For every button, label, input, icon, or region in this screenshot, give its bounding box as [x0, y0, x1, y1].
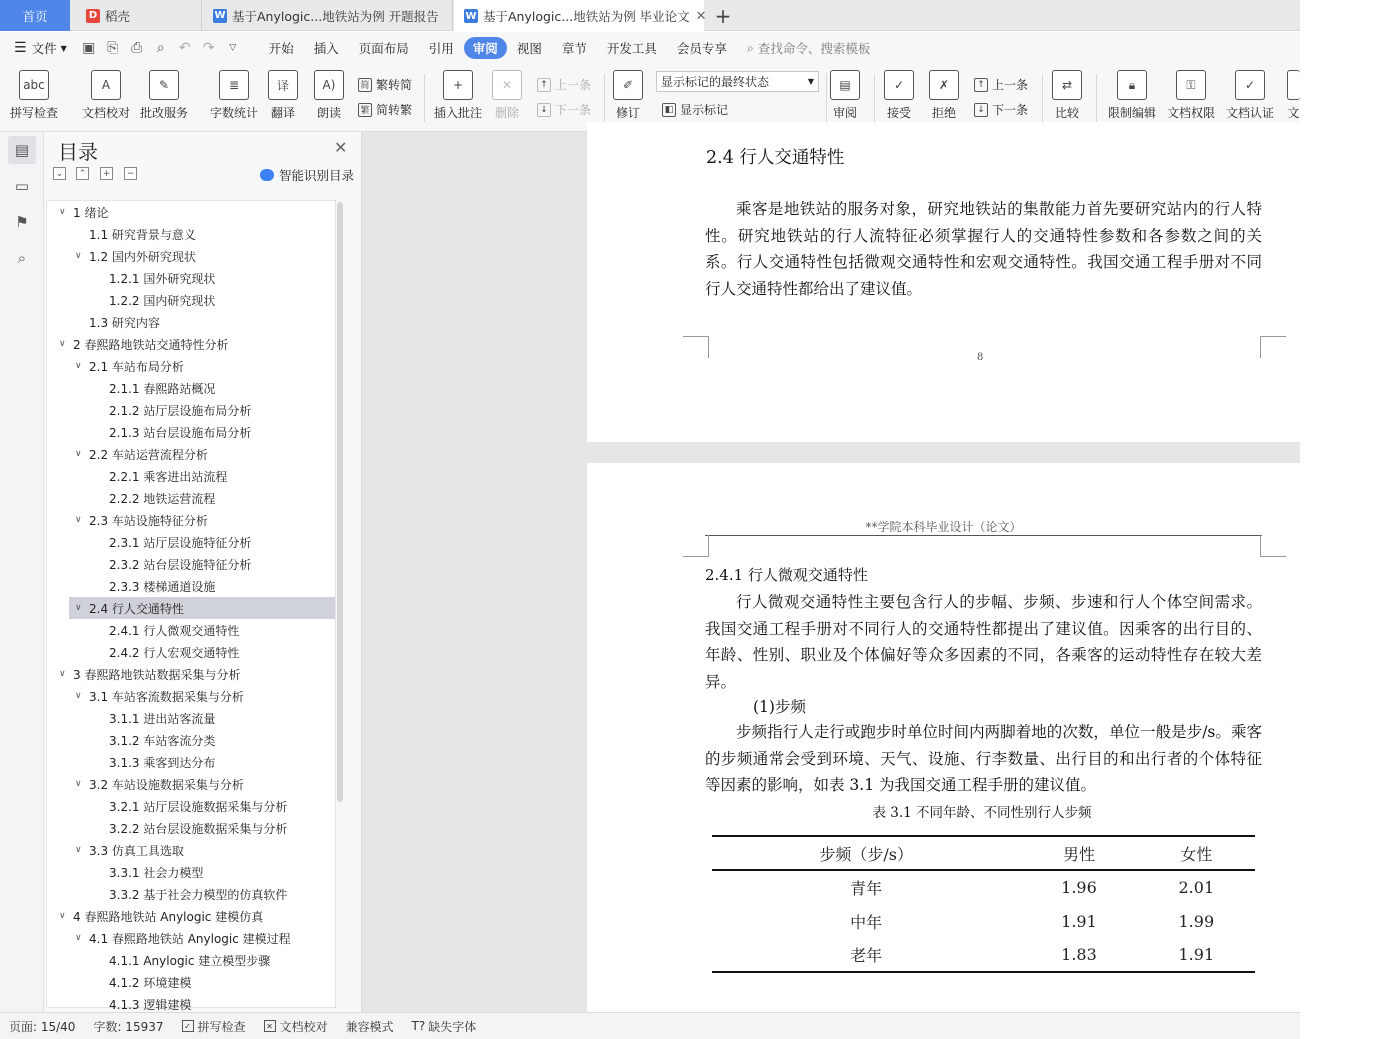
toc-item[interactable]: [69, 597, 335, 619]
proofread-icon: A: [91, 70, 121, 100]
ribbon-divider: [424, 74, 425, 122]
menu-insert[interactable]: 插入: [313, 41, 339, 56]
menu-section[interactable]: 章节: [561, 41, 587, 56]
chevron-down-icon[interactable]: ∨: [59, 339, 66, 349]
header-rule: [705, 535, 1262, 536]
file-menu[interactable]: [0, 37, 77, 59]
tab-doc-proposal[interactable]: [203, 0, 453, 31]
tab-doc-thesis[interactable]: [454, 0, 707, 32]
page-header: **学院本科毕业设计（论文）: [865, 520, 1022, 534]
proofread-label: 文档校对: [82, 106, 131, 120]
toc-title: 目录: [58, 140, 98, 164]
restrict-edit-button[interactable]: [1108, 70, 1156, 121]
doc-permission-button[interactable]: [1167, 70, 1215, 121]
menu-references[interactable]: 引用: [428, 41, 454, 56]
prev-change-button[interactable]: [974, 76, 1028, 93]
simp-to-trad-label: 简转繁: [376, 103, 413, 117]
toc-item-label: 1.2.1 国外研究现状: [109, 271, 216, 286]
toc-item[interactable]: [47, 641, 335, 663]
chevron-down-icon[interactable]: ∨: [75, 251, 82, 261]
next-comment-button[interactable]: [537, 101, 591, 118]
ribbon-divider: [1042, 74, 1043, 122]
ribbon-divider: [874, 74, 875, 122]
prev-change-label: 上一条: [992, 78, 1029, 92]
toc-item-label: 2.2.2 地铁运营流程: [109, 491, 216, 506]
review-service-icon: ✎: [149, 70, 179, 100]
toc-item[interactable]: [47, 861, 335, 883]
ribbon-divider: [604, 74, 605, 122]
chevron-down-icon[interactable]: ∨: [75, 361, 82, 371]
word-count-indicator[interactable]: 字数: 15937: [93, 1019, 164, 1034]
table-row: [712, 938, 1255, 972]
compat-mode-indicator: 兼容模式: [345, 1019, 394, 1034]
search-icon: ⌕: [746, 40, 754, 55]
tab-daoke[interactable]: [72, 0, 202, 31]
status-bar: [0, 1012, 1300, 1039]
track-changes-button[interactable]: [613, 70, 643, 121]
toc-item-label: 2.1.2 站厅层设施布局分析: [109, 403, 252, 418]
toc-item-label: 1.2 国内外研究现状: [89, 249, 196, 264]
undo-icon[interactable]: ↶: [178, 40, 191, 56]
lock-icon: 🔒︎: [1117, 70, 1147, 100]
table-cell: 1.96: [1061, 878, 1097, 897]
review-pane-icon: ▤: [830, 70, 860, 100]
toc-item[interactable]: [47, 355, 335, 377]
tab-daoke-label: 稻壳: [105, 8, 131, 24]
toc-item[interactable]: [47, 839, 335, 861]
reject-icon: ✗: [929, 70, 959, 100]
read-aloud-label: 朗读: [316, 106, 341, 120]
daoke-icon: D: [86, 9, 100, 23]
toc-item-label: 3.3.1 社会力模型: [109, 865, 204, 880]
ribbon-divider: [826, 74, 827, 122]
save-icon[interactable]: ▣: [82, 40, 96, 56]
toc-item[interactable]: [47, 707, 335, 729]
toc-item[interactable]: [47, 685, 335, 707]
toc-item-label: 2.1.3 站台层设施布局分析: [109, 425, 252, 440]
remove-level-icon[interactable]: −: [124, 167, 137, 180]
export-icon[interactable]: ⎘: [107, 40, 119, 56]
table-caption: 表 3.1 不同年龄、不同性别行人步频: [872, 805, 1092, 821]
menu-page-layout[interactable]: 页面布局: [358, 41, 409, 56]
tab-doc-thesis-label: 基于Anylogic...地铁站为例 毕业论文: [483, 9, 690, 24]
toc-item-label: 2.2 车站运营流程分析: [89, 447, 208, 462]
missing-font-button[interactable]: [403, 1018, 486, 1035]
review-pane-label: 审阅: [832, 106, 857, 120]
trad-to-simp-label: 繁转简: [376, 78, 413, 92]
toc-item-label: 2 春熙路地铁站交通特性分析: [73, 337, 229, 352]
table-cell: 2.01: [1178, 878, 1215, 897]
toc-item-label: 3.2 车站设施数据采集与分析: [89, 777, 244, 792]
permission-icon: ⚿: [1176, 70, 1206, 100]
toc-item-label: 1.1 研究背景与意义: [89, 227, 196, 242]
accept-button[interactable]: [884, 70, 914, 121]
toc-item[interactable]: [47, 663, 335, 685]
toc-item-label: 4.1.1 Anylogic 建立模型步骤: [109, 953, 271, 968]
ai-icon: [260, 169, 274, 181]
add-level-icon[interactable]: +: [100, 167, 113, 180]
toc-item-label: 2.1 车站布局分析: [89, 359, 184, 374]
translate-label: 翻译: [270, 106, 295, 120]
next-change-icon: ↓: [974, 103, 988, 117]
toc-item[interactable]: [47, 949, 335, 971]
toc-item[interactable]: [47, 773, 335, 795]
simp-to-trad-button[interactable]: [358, 101, 412, 118]
toc-item-label: 1.3 研究内容: [89, 315, 160, 330]
toc-item[interactable]: [47, 311, 335, 333]
toc-item-label: 1 绪论: [73, 205, 109, 220]
toc-item-label: 3 春熙路地铁站数据采集与分析: [73, 667, 241, 682]
document-page[interactable]: [587, 463, 1300, 1023]
crop-mark: [1260, 535, 1286, 557]
smart-toc-label: 智能识别目录: [279, 168, 355, 183]
table-cell: 中年: [850, 912, 883, 932]
expand-up-icon[interactable]: ⌃: [76, 167, 89, 180]
doc-permission-label: 文档权限: [1167, 106, 1216, 120]
chevron-down-icon: ▼: [60, 43, 67, 53]
table-cell: 青年: [850, 879, 883, 898]
toc-item-label: 3.1.3 乘客到达分布: [109, 755, 216, 770]
smart-toc-button[interactable]: [260, 166, 354, 184]
table-cell: 1.83: [1061, 945, 1097, 964]
tab-bar: [0, 0, 1300, 31]
font-warning-icon: T?: [411, 1019, 426, 1033]
list-item: (1)步频: [753, 698, 806, 716]
compare-label: 比较: [1054, 106, 1079, 120]
hamburger-icon: ☰: [14, 40, 27, 56]
prev-comment-label: 上一条: [555, 78, 592, 92]
toc-item[interactable]: [47, 421, 335, 443]
toc-item[interactable]: [47, 883, 335, 905]
command-search[interactable]: [737, 37, 881, 59]
body-paragraph: 步频指行人走行或跑步时单位时间内两脚着地的次数，单位一般是步/s。乘客的步频通常会受到环境、天气、设施、行李数量、出行目的和出行者的个体特征等因素的影响，如表 3.1 为我国交通工程手册的建议值。: [705, 723, 1262, 794]
status-spell-check-label: 拼写检查: [197, 1019, 246, 1034]
toc-item-label: 2.3.3 楼梯通道设施: [109, 579, 216, 594]
document-page[interactable]: [587, 122, 1300, 442]
toc-item-label: 3.1 车站客流数据采集与分析: [89, 689, 244, 704]
toc-item-label: 4 春熙路地铁站 Anylogic 建模仿真: [73, 909, 264, 924]
customize-icon[interactable]: ▽: [229, 43, 237, 53]
reject-label: 拒绝: [931, 106, 956, 120]
delete-comment-icon: ✕: [492, 70, 522, 100]
checkbox-icon: ✓: [182, 1020, 194, 1032]
toc-item-label: 2.4.1 行人微观交通特性: [109, 623, 240, 638]
table-cell: 1.91: [1178, 945, 1215, 964]
stride-frequency-table: [712, 835, 1255, 973]
chevron-down-icon[interactable]: ∨: [75, 603, 82, 613]
next-icon: ↓: [537, 103, 551, 117]
spell-check-icon: abc: [19, 70, 49, 100]
toc-item[interactable]: [47, 817, 335, 839]
simp-trad-icon: 繁: [358, 103, 372, 117]
table-header-cell: 女性: [1180, 844, 1213, 864]
toc-item-label: 3.3.2 基于社会力模型的仿真软件: [109, 887, 288, 902]
prev-change-icon: ↑: [974, 78, 988, 92]
review-service-button[interactable]: [140, 70, 188, 121]
toc-item-label: 2.3.1 站厅层设施特征分析: [109, 535, 252, 550]
compare-button[interactable]: [1052, 70, 1082, 121]
toc-panel: [44, 132, 362, 1012]
menu-review[interactable]: 审阅: [464, 37, 507, 59]
chevron-down-icon[interactable]: ∨: [75, 449, 82, 459]
toc-item[interactable]: [47, 795, 335, 817]
toc-item[interactable]: [47, 443, 335, 465]
more-icon: [1287, 70, 1300, 100]
chevron-down-icon[interactable]: ∨: [75, 779, 82, 789]
next-change-button[interactable]: [974, 101, 1028, 118]
restrict-edit-label: 限制编辑: [1108, 106, 1157, 120]
trad-simp-icon: 简: [358, 78, 372, 92]
translate-icon: 译: [268, 70, 298, 100]
menu-member[interactable]: 会员专享: [676, 41, 727, 56]
body-paragraph: 乘客是地铁站的服务对象，研究地铁站的集散能力首先要研究站内的行人特性。研究地铁站的行人流特征必须掌握行人的交通特性参数和各参数之间的关系。行人交通特性包括微观交通特性和宏观交通特性。我国交通工程手册对不同行人交通特性都给出了建议值。: [705, 200, 1262, 298]
tab-home-label: 首页: [22, 8, 48, 24]
status-proofread[interactable]: [255, 1018, 337, 1035]
proofread-button[interactable]: [82, 70, 130, 121]
print-preview-icon[interactable]: ⌕: [156, 40, 165, 56]
close-tab-icon[interactable]: ✕: [695, 8, 707, 24]
word-count-button[interactable]: [210, 70, 258, 121]
search-icon[interactable]: ⌕: [17, 249, 27, 267]
toc-item[interactable]: [47, 289, 335, 311]
comment-icon: +: [443, 70, 473, 100]
menu-start[interactable]: 开始: [268, 41, 294, 56]
toc-item-label: 2.3.2 站台层设施特征分析: [109, 557, 252, 572]
tab-home[interactable]: [0, 0, 70, 31]
translate-button[interactable]: [268, 70, 298, 121]
markup-state-value: 显示标记的最终状态: [661, 75, 770, 89]
doc-certify-button[interactable]: [1226, 70, 1274, 121]
toc-item[interactable]: [47, 619, 335, 641]
toc-item[interactable]: [47, 575, 335, 597]
crop-mark: [683, 336, 709, 358]
toc-item-label: 3.2.1 站厅层设施数据采集与分析: [109, 799, 288, 814]
table-header-cell: 步频（步/s）: [819, 844, 913, 864]
toc-item[interactable]: [47, 905, 335, 927]
more-ribbon-label: 文: [1287, 106, 1300, 120]
toc-item[interactable]: [47, 201, 335, 223]
toc-item-label: 4.1 春熙路地铁站 Anylogic 建模过程: [89, 931, 291, 946]
next-comment-label: 下一条: [555, 103, 592, 117]
chevron-down-icon[interactable]: ∨: [59, 911, 66, 921]
page-number: 8: [977, 352, 984, 363]
toc-item-label: 1.2.2 国内研究现状: [109, 293, 216, 308]
section-heading: 2.4 行人交通特性: [706, 148, 845, 168]
close-icon[interactable]: ✕: [334, 138, 348, 157]
read-aloud-icon: A): [314, 70, 344, 100]
plus-icon: +: [714, 3, 732, 28]
read-aloud-button[interactable]: [314, 70, 344, 121]
chevron-down-icon[interactable]: ∨: [75, 933, 82, 943]
certify-icon: ✓: [1235, 70, 1265, 100]
toc-item[interactable]: [47, 927, 335, 949]
status-proofread-label: 文档校对: [279, 1019, 328, 1034]
toc-item-label: 4.1.3 逻辑建模: [109, 997, 192, 1012]
table-header-cell: 男性: [1062, 844, 1095, 864]
track-changes-label: 修订: [615, 106, 640, 120]
toc-item[interactable]: [47, 267, 335, 289]
accept-icon: ✓: [884, 70, 914, 100]
menu-bar: [0, 32, 1300, 64]
toc-item[interactable]: [47, 729, 335, 751]
show-markup-label: 显示标记: [680, 103, 729, 117]
word-doc-icon: W: [214, 10, 226, 21]
toc-item[interactable]: [47, 751, 335, 773]
chevron-down-icon: ▼: [807, 77, 814, 86]
delete-comment-label: 删除: [494, 106, 519, 120]
compare-icon: ⇄: [1052, 70, 1082, 100]
toc-item[interactable]: [47, 377, 335, 399]
prev-comment-button[interactable]: [537, 76, 591, 93]
spell-check-button[interactable]: [10, 70, 58, 121]
show-markup-button[interactable]: [662, 101, 728, 118]
delete-comment-button[interactable]: [492, 70, 522, 121]
crop-mark: [683, 535, 709, 557]
chevron-down-icon[interactable]: ∨: [59, 207, 66, 217]
show-markup-icon: ◧: [662, 103, 676, 117]
chevron-down-icon[interactable]: ∨: [59, 669, 66, 679]
toc-item-label: 3.3 仿真工具选取: [89, 843, 184, 858]
word-count-icon: ≣: [219, 70, 249, 100]
table-header-row: [712, 836, 1255, 870]
word-count-label: 字数统计: [210, 106, 259, 120]
trad-to-simp-button[interactable]: [358, 76, 412, 93]
new-tab-button[interactable]: [708, 0, 738, 31]
toc-item-label: 3.1.1 进出站客流量: [109, 711, 216, 726]
toc-item[interactable]: [47, 971, 335, 993]
missing-font-label: 缺失字体: [428, 1019, 477, 1034]
print-icon[interactable]: ⎙: [131, 40, 143, 56]
table-cell: 老年: [850, 946, 883, 965]
spell-check-label: 拼写检查: [10, 106, 59, 120]
toc-item-label: 2.2.1 乘客进出站流程: [109, 469, 228, 484]
insert-comment-label: 插入批注: [434, 106, 483, 120]
toc-item[interactable]: [47, 465, 335, 487]
body-paragraph: 行人微观交通特性主要包含行人的步幅、步频、步速和行人个体空间需求。我国交通工程手册对不同行人的交通特性都提出了建议值。因乘客的出行目的、年龄、性别、职业及个体偏好等众多因素的不同，各乘客的运动特性存在较大差异。: [705, 593, 1262, 691]
table-cell: 1.99: [1178, 911, 1215, 931]
toc-item[interactable]: [47, 223, 335, 245]
page-indicator[interactable]: 页面: 15/40: [9, 1019, 76, 1034]
toc-item-label: 2.4.2 行人宏观交通特性: [109, 645, 240, 660]
word-doc-icon: W: [465, 10, 477, 22]
toc-item-label: 3.2.2 站台层设施数据采集与分析: [109, 821, 288, 836]
toc-item-label: 2.4 行人交通特性: [89, 601, 184, 616]
toc-panel-icon[interactable]: ▤: [8, 136, 36, 164]
left-rail: [0, 132, 44, 1012]
crop-mark: [1260, 336, 1286, 358]
toc-list: [46, 200, 336, 1012]
review-service-label: 批改服务: [140, 106, 189, 120]
markup-state-select[interactable]: [656, 71, 819, 92]
toc-item[interactable]: [47, 333, 335, 355]
toc-item[interactable]: [47, 553, 335, 575]
file-menu-label: 文件: [31, 41, 57, 56]
more-ribbon-button[interactable]: [1287, 70, 1300, 121]
chevron-down-icon[interactable]: ∨: [75, 845, 82, 855]
toc-item-label: 2.3 车站设施特征分析: [89, 513, 208, 528]
track-changes-icon: ✐: [613, 70, 643, 100]
proofread-small-icon: ✕: [264, 1020, 276, 1032]
prev-icon: ↑: [537, 78, 551, 92]
document-area[interactable]: [362, 132, 1300, 1012]
ribbon-divider: [1096, 74, 1097, 122]
toc-item[interactable]: [47, 531, 335, 553]
toc-item[interactable]: [47, 399, 335, 421]
status-spell-check[interactable]: [173, 1018, 255, 1035]
toc-scrollbar[interactable]: [337, 202, 343, 802]
toc-item[interactable]: [47, 509, 335, 531]
menu-developer[interactable]: 开发工具: [606, 41, 657, 56]
command-search-label: 查找命令、搜索模板: [757, 41, 871, 56]
table-row: [712, 870, 1255, 904]
insert-comment-button[interactable]: [434, 70, 482, 121]
accept-label: 接受: [886, 106, 911, 120]
collapse-all-icon[interactable]: ⌄: [53, 167, 66, 180]
toc-item-label: 3.1.2 车站客流分类: [109, 733, 216, 748]
review-pane-button[interactable]: [830, 70, 860, 121]
table-cell: 1.91: [1061, 911, 1097, 931]
toc-item-label: 2.1.1 春熙路站概况: [109, 381, 216, 396]
toc-item-label: 4.1.2 环境建模: [109, 975, 192, 990]
redo-icon[interactable]: ↷: [202, 40, 215, 56]
menu-view[interactable]: 视图: [516, 41, 542, 56]
table-row: [712, 904, 1255, 938]
toc-item[interactable]: [47, 487, 335, 509]
bookmark-icon[interactable]: ⚑: [15, 213, 29, 231]
toc-item[interactable]: [47, 245, 335, 267]
subsection-heading: 2.4.1 行人微观交通特性: [705, 566, 868, 584]
tab-doc-proposal-label: 基于Anylogic...地铁站为例 开题报告: [232, 8, 439, 24]
reject-button[interactable]: [929, 70, 959, 121]
chevron-down-icon[interactable]: ∨: [75, 691, 82, 701]
doc-certify-label: 文档认证: [1226, 106, 1275, 120]
next-change-label: 下一条: [992, 103, 1029, 117]
chevron-down-icon[interactable]: ∨: [75, 515, 82, 525]
nav-panel-icon[interactable]: ▭: [14, 177, 30, 195]
